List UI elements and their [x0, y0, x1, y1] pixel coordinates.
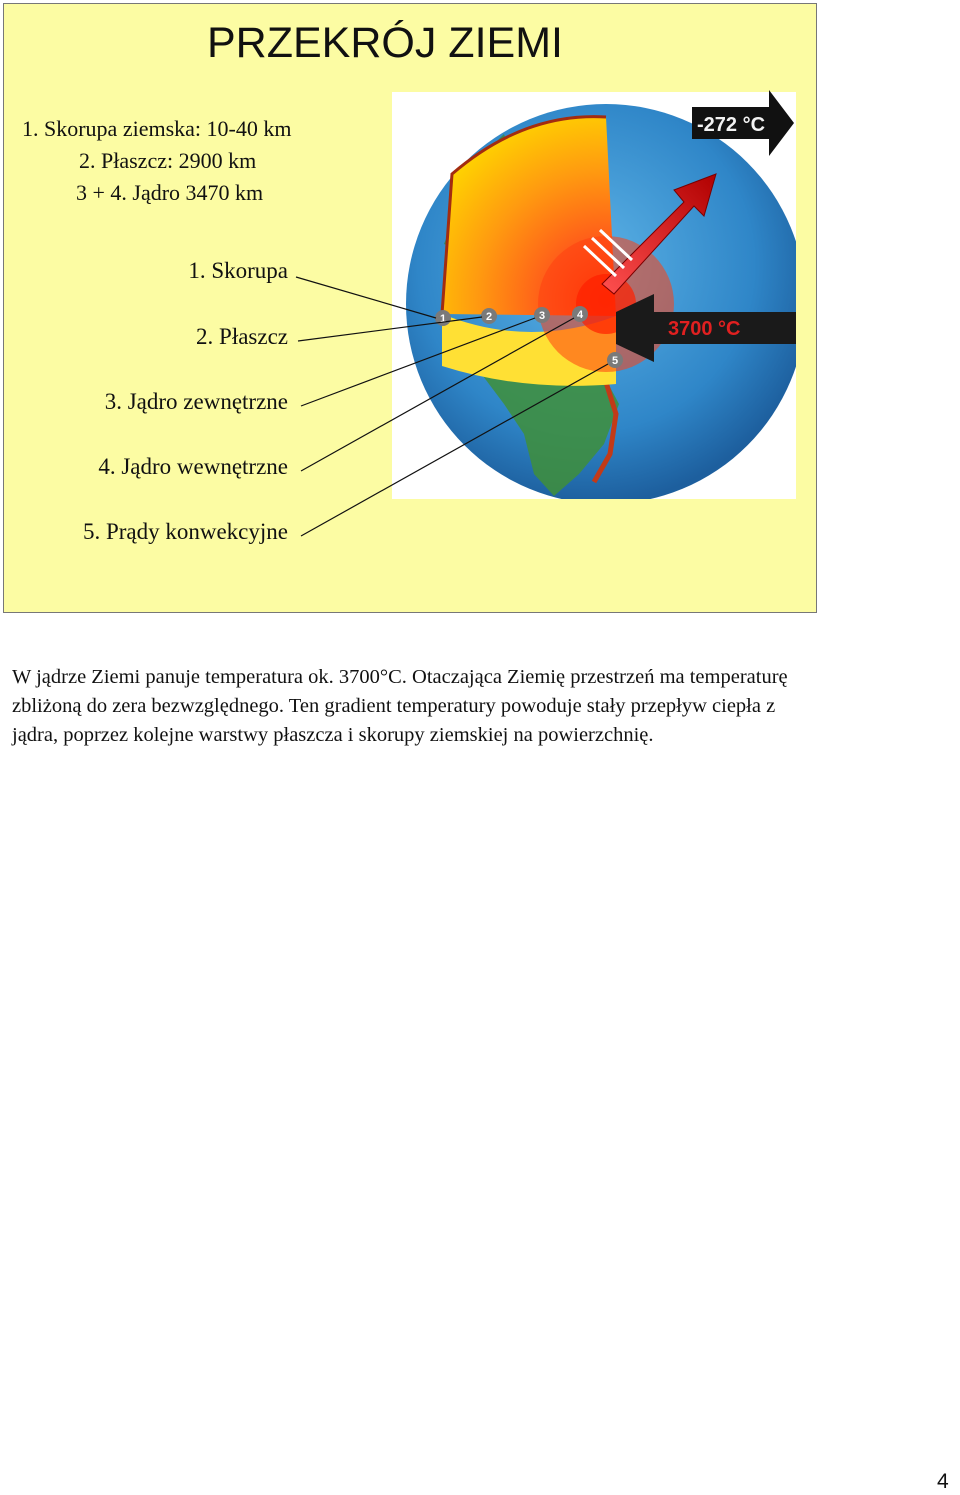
description-paragraph: W jądrze Ziemi panuje temperatura ok. 3700°C. Otaczająca Ziemię przestrzeń ma temperaturę zbliżoną do zera bezwzględnego. Ten gradient temperatury powoduje stały przepływ ciepła z jądra, poprzez kolejne warstwy płaszcza i skorupy ziemskiej na powierzchnię. — [12, 666, 788, 746]
layer-number: 2 — [485, 311, 493, 323]
legend-crust: 1. Skorupa ziemska: 10-40 km — [22, 116, 292, 141]
label-crust: 1. Skorupa — [188, 258, 288, 283]
earth-cross-section-figure — [4, 4, 816, 612]
layer-number: 1 — [439, 313, 447, 325]
space-temperature: -272 °C — [697, 114, 766, 136]
layer-number: 3 — [538, 310, 546, 322]
label-mantle: 2. Płaszcz — [196, 324, 288, 349]
legend-mantle: 2. Płaszcz: 2900 km — [79, 148, 257, 173]
legend-core: 3 + 4. Jądro 3470 km — [76, 180, 264, 205]
layer-number: 4 — [576, 309, 584, 321]
layer-number: 5 — [611, 355, 619, 367]
slide-panel — [3, 3, 817, 613]
earth-photo — [392, 92, 806, 504]
page-number: 4 — [937, 1470, 949, 1493]
core-temperature: 3700 °C — [668, 318, 741, 340]
page-title: PRZEKRÓJ ZIEMI — [207, 19, 563, 67]
label-inner-core: 4. Jądro wewnętrzne — [98, 454, 288, 479]
label-outer-core: 3. Jądro zewnętrzne — [104, 389, 288, 414]
label-convection: 5. Prądy konwekcyjne — [82, 519, 288, 544]
